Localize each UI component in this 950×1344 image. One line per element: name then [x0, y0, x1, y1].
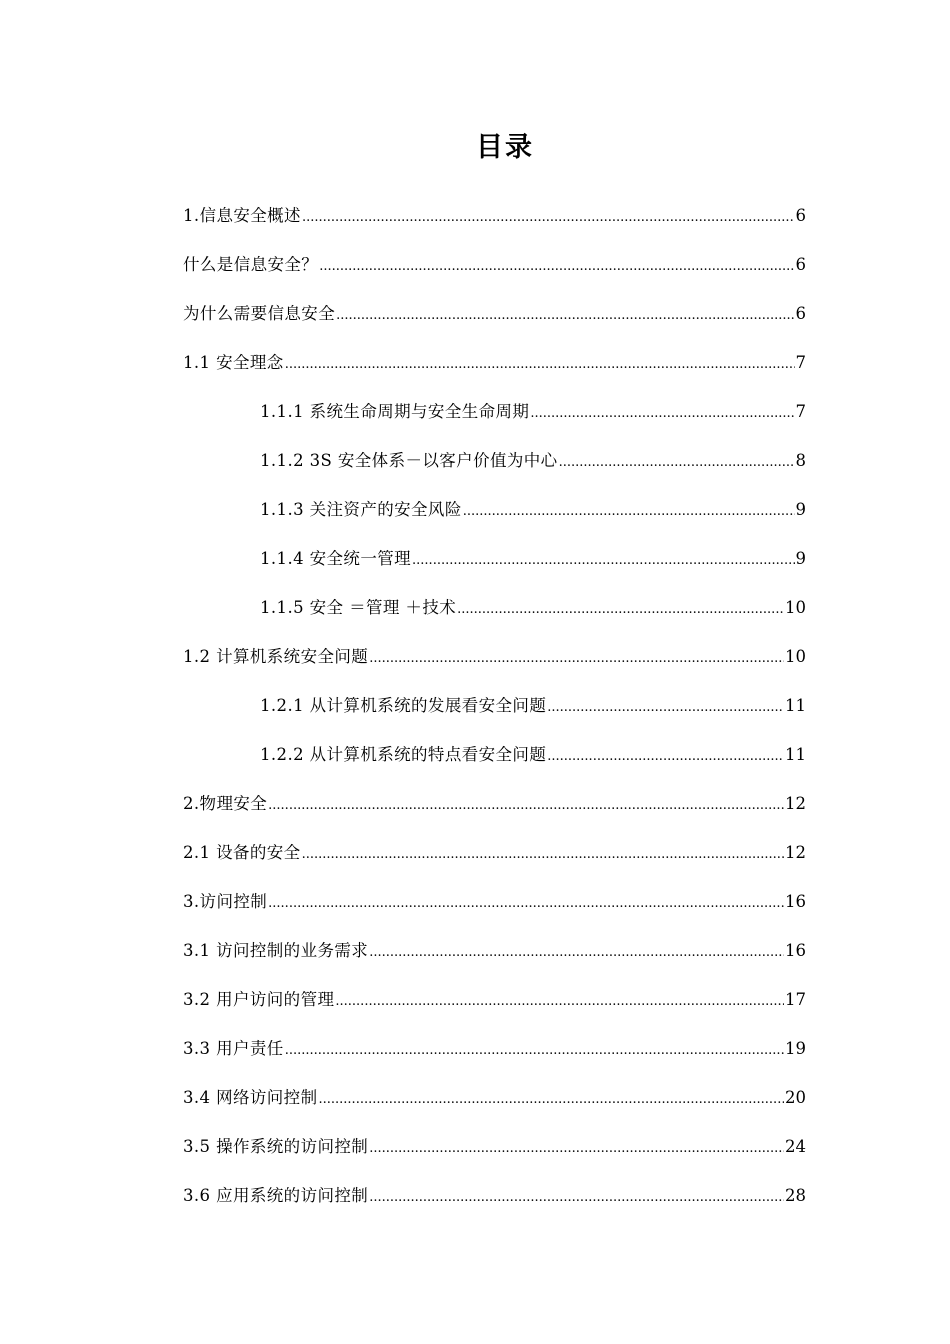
dot-leader: [369, 638, 784, 680]
toc-entry[interactable]: [183, 930, 806, 979]
toc-entry[interactable]: [183, 685, 806, 734]
toc-entry-label: 1.2.1 从计算机系统的发展看安全问题: [260, 696, 547, 715]
toc-entry-page-number: 16: [785, 941, 806, 960]
dot-leader: [319, 246, 794, 288]
toc-entry-label: 1.2 计算机系统安全问题: [183, 647, 369, 666]
toc-entry-page-number: 17: [785, 990, 806, 1009]
dot-leader: [463, 491, 795, 533]
toc-entry-label: 3.4 网络访问控制: [183, 1088, 318, 1107]
toc-entry-page-number: 20: [785, 1088, 806, 1107]
toc-entry-label: 什么是信息安全？: [183, 255, 319, 274]
toc-entry[interactable]: [183, 636, 806, 685]
toc-entry-page-number: 12: [785, 794, 806, 813]
toc-entry-page-number: 7: [795, 353, 806, 372]
toc-entry-page-number: 10: [785, 598, 806, 617]
toc-entry[interactable]: [183, 979, 806, 1028]
dot-leader: [268, 883, 784, 925]
toc-entry-page-number: 12: [785, 843, 806, 862]
toc-entry-label: 3.3 用户责任: [183, 1039, 284, 1058]
toc-entry-label: 为什么需要信息安全: [183, 304, 336, 323]
toc-entry-page-number: 16: [785, 892, 806, 911]
toc-entry[interactable]: [183, 734, 806, 783]
toc-entry-label: 1.1.5 安全 ＝管理 ＋技术: [260, 598, 457, 617]
toc-entry[interactable]: [183, 1028, 806, 1077]
toc-entry-page-number: 9: [795, 500, 806, 519]
toc-entry[interactable]: [183, 342, 806, 391]
toc-entry-label: 1.1.3 关注资产的安全风险: [260, 500, 462, 519]
toc-entry[interactable]: [183, 293, 806, 342]
dot-leader: [268, 785, 784, 827]
toc-entry-label: 1.1.4 安全统一管理: [260, 549, 412, 568]
toc-entry-page-number: 24: [785, 1137, 806, 1156]
toc-entry-page-number: 28: [785, 1186, 806, 1205]
toc-entry-page-number: 11: [785, 696, 806, 715]
toc-entry-label: 3.5 操作系统的访问控制: [183, 1137, 369, 1156]
toc-entry-page-number: 11: [785, 745, 806, 764]
toc-entry[interactable]: [183, 391, 806, 440]
dot-leader: [547, 736, 784, 778]
toc-entry-page-number: 6: [795, 206, 806, 225]
toc-entry-label: 1.2.2 从计算机系统的特点看安全问题: [260, 745, 547, 764]
dot-leader: [457, 589, 784, 631]
dot-leader: [530, 393, 794, 435]
toc-entry-label: 2.1 设备的安全: [183, 843, 301, 862]
toc-entry-label: 2.物理安全: [183, 794, 268, 813]
toc-entry[interactable]: [183, 195, 806, 244]
page-title: 目录: [476, 132, 534, 163]
toc-entry-label: 3.访问控制: [183, 892, 268, 911]
toc-entry[interactable]: [183, 1126, 806, 1175]
dot-leader: [369, 1128, 784, 1170]
toc-entry[interactable]: [183, 538, 806, 587]
toc-entry-page-number: 19: [785, 1039, 806, 1058]
toc-entry-page-number: 7: [795, 402, 806, 421]
dot-leader: [559, 442, 795, 484]
toc-entry-page-number: 6: [795, 255, 806, 274]
dot-leader: [336, 295, 794, 337]
toc-entry[interactable]: [183, 1175, 806, 1224]
toc-entry[interactable]: [183, 489, 806, 538]
toc-entry[interactable]: [183, 881, 806, 930]
toc-entry-label: 3.6 应用系统的访问控制: [183, 1186, 369, 1205]
dot-leader: [285, 344, 795, 386]
toc-entry-label: 3.1 访问控制的业务需求: [183, 941, 369, 960]
table-of-contents: [183, 195, 806, 1224]
dot-leader: [369, 932, 784, 974]
toc-entry-label: 1.1.1 系统生命周期与安全生命周期: [260, 402, 530, 421]
toc-entry-label: 1.信息安全概述: [183, 206, 301, 225]
dot-leader: [302, 197, 795, 239]
dot-leader: [319, 1079, 785, 1121]
toc-entry-label: 3.2 用户访问的管理: [183, 990, 335, 1009]
toc-entry-page-number: 6: [795, 304, 806, 323]
toc-entry-page-number: 10: [785, 647, 806, 666]
dot-leader: [547, 687, 784, 729]
dot-leader: [412, 540, 794, 582]
toc-entry[interactable]: [183, 783, 806, 832]
toc-entry[interactable]: [183, 587, 806, 636]
toc-entry-page-number: 9: [795, 549, 806, 568]
dot-leader: [302, 834, 784, 876]
toc-entry[interactable]: [183, 244, 806, 293]
toc-entry-label: 1.1 安全理念: [183, 353, 284, 372]
dot-leader: [335, 981, 784, 1023]
dot-leader: [369, 1177, 784, 1219]
toc-entry-label: 1.1.2 3S 安全体系－以客户价值为中心: [260, 451, 558, 470]
toc-entry[interactable]: [183, 832, 806, 881]
toc-entry-page-number: 8: [795, 451, 806, 470]
toc-entry[interactable]: [183, 1077, 806, 1126]
dot-leader: [285, 1030, 784, 1072]
toc-entry[interactable]: [183, 440, 806, 489]
